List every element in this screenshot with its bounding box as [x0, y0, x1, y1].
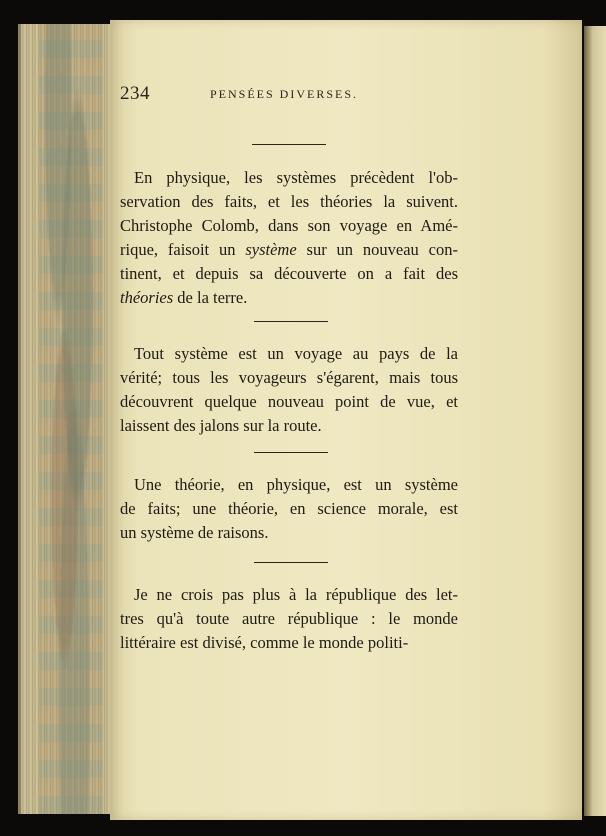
paragraph: [120, 473, 458, 545]
text-line: En physique, les systèmes précèdent l'ob-: [134, 168, 458, 187]
section-divider: [254, 321, 328, 322]
text-line: de faits; une théorie, en science morale, est: [120, 499, 458, 518]
text-line: un système de raisons.: [120, 523, 269, 542]
text-line: Tout système est un voyage au pays de la: [134, 344, 458, 363]
text-line: théories de la terre.: [120, 288, 248, 307]
facing-page-edge: [584, 26, 606, 816]
text-line: laissent des jalons sur la route.: [120, 416, 322, 435]
section-divider: [254, 562, 328, 563]
text-line: vérité; tous les voyageurs s'égarent, mais tous: [120, 368, 458, 387]
section-divider: [252, 144, 326, 145]
text-line: servation des faits, et les théories la suivent.: [120, 192, 458, 211]
text-line: tinent, et depuis sa découverte on a fait des: [120, 264, 458, 283]
page-edges: [18, 24, 121, 814]
text-line: tres qu'à toute autre république : le monde: [120, 609, 458, 628]
text-line: découvrent quelque nouveau point de vue, et: [120, 392, 458, 411]
running-head: PENSÉES DIVERSES.: [210, 87, 359, 101]
text-line: Une théorie, en physique, est un système: [134, 475, 458, 494]
text-line: Christophe Colomb, dans son voyage en Amé-: [120, 216, 458, 235]
text-line: rique, faisoit un système sur un nouveau con-: [120, 240, 458, 259]
section-divider: [254, 452, 328, 453]
text-line: littéraire est divisé, comme le monde politi-: [120, 633, 409, 652]
paragraph: [120, 342, 458, 438]
page-header: [120, 83, 460, 105]
text-line: Je ne crois pas plus à la république des let-: [134, 585, 458, 604]
paragraph: [120, 166, 458, 310]
paragraph: [120, 583, 458, 655]
page-number: 234: [120, 83, 150, 104]
